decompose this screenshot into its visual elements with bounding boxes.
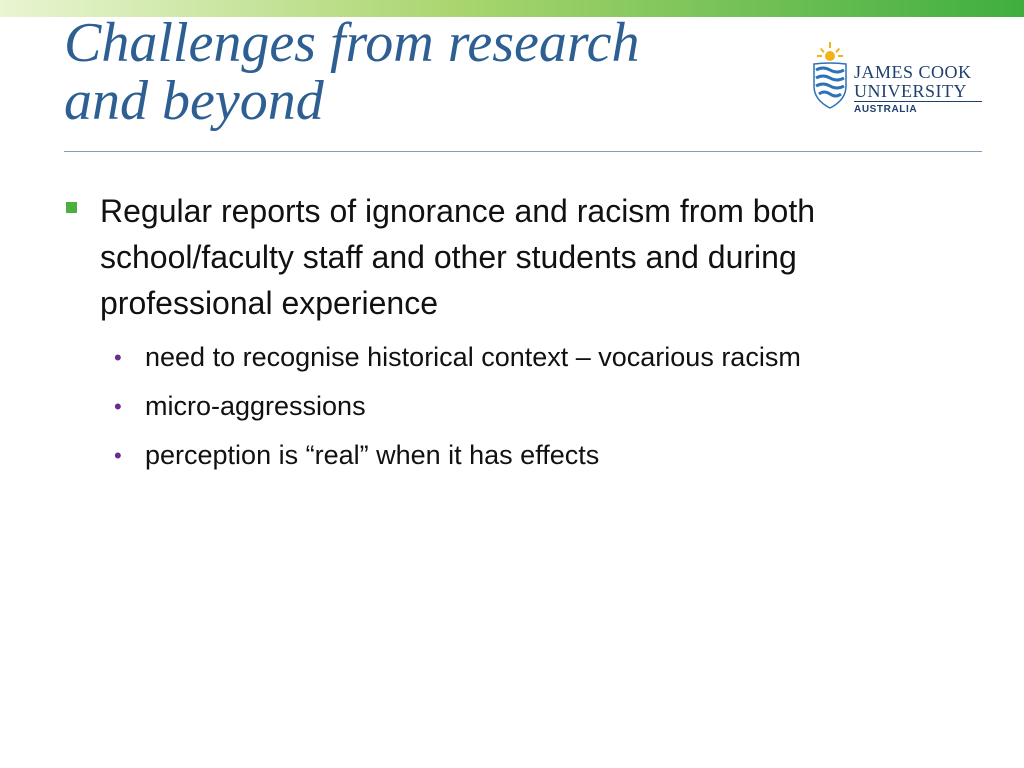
- university-logo: [812, 42, 987, 118]
- slide-title: [64, 14, 764, 130]
- dot-bullet-icon: •: [114, 394, 122, 419]
- slide-body: [64, 188, 964, 475]
- dot-bullet-icon: •: [114, 345, 122, 370]
- title-divider: [64, 151, 982, 152]
- bullet-item: [64, 188, 964, 326]
- sub-bullet-item: [114, 436, 964, 475]
- sub-bullet-text: micro-aggressions: [145, 391, 366, 421]
- logo-text-james-cook: JAMES COOK: [854, 62, 972, 82]
- sub-bullet-text: need to recognise historical context – vocarious racism: [145, 342, 801, 372]
- logo-text-australia: AUSTRALIA: [854, 104, 918, 115]
- logo-emblem-icon: [812, 42, 852, 114]
- logo-text-university: UNIVERSITY: [854, 81, 967, 101]
- title-line: and beyond: [64, 70, 324, 132]
- title-line: Challenges from research: [64, 12, 640, 74]
- logo-divider: [854, 101, 982, 102]
- square-bullet-icon: [66, 202, 77, 213]
- dot-bullet-icon: •: [114, 443, 122, 468]
- sub-bullet-text: perception is “real” when it has effects: [145, 440, 600, 470]
- sub-bullet-item: [114, 338, 964, 377]
- sub-bullet-item: [114, 387, 964, 426]
- bullet-text: Regular reports of ignorance and racism from both school/faculty staff and other students and during professional experience: [100, 193, 816, 321]
